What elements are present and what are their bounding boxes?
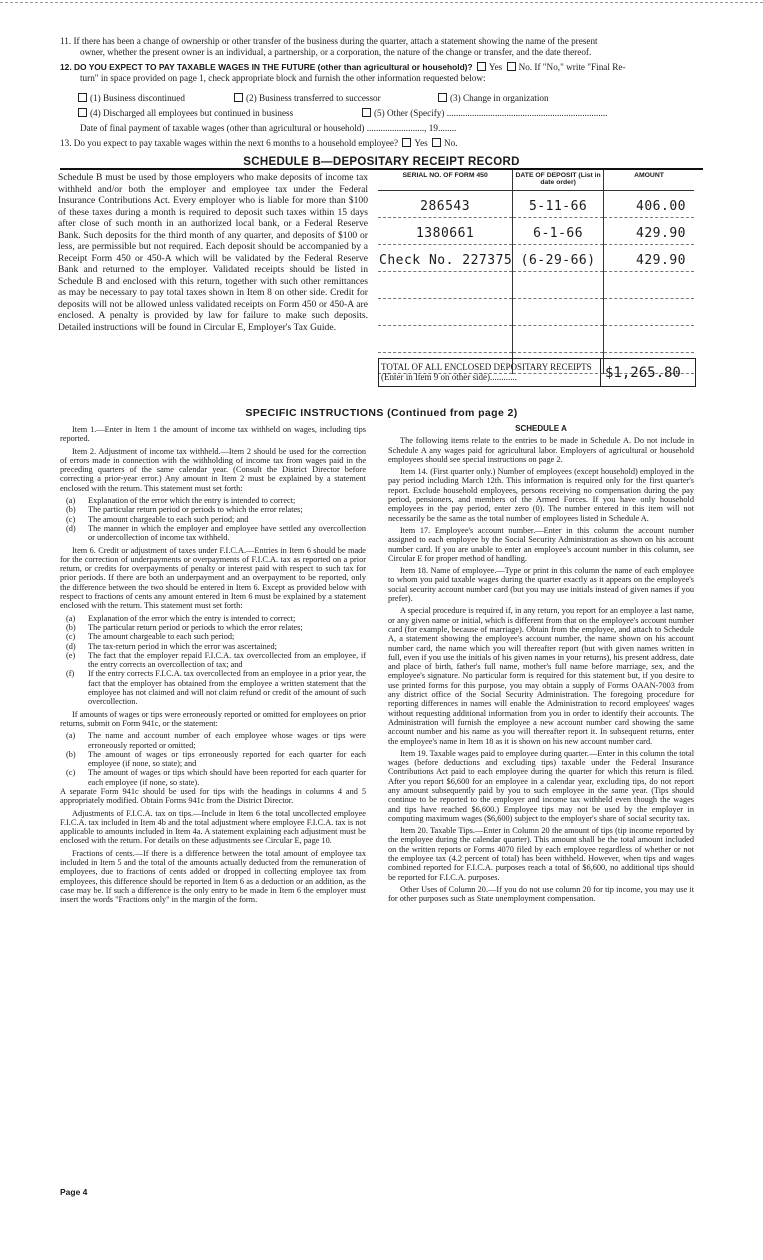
list-text: The amount of wages or tips erroneously reported for each quarter for each employee (if none, so state); and	[88, 749, 366, 769]
list-item	[60, 623, 366, 632]
item18-paragraph: Item 18. Name of employee.—Type or print in this column the name of each employee to whom you paid taxable wages during the quarter exactly as it appears on the employee's social security account number card (but you may use initials instead of given names if you prefer).	[388, 566, 694, 604]
opt3-checkbox[interactable]	[438, 93, 447, 102]
q12-opt3	[436, 93, 549, 104]
list-text: The amount chargeable to each such period;	[88, 632, 235, 642]
list-text: The fact that the employer repaid F.I.C.A. tax overcollected from an employee, if the entry corrects an overcollection of tax; and	[88, 650, 366, 670]
schedule-a-heading: SCHEDULE A	[515, 424, 567, 433]
list-key: (c)	[66, 632, 76, 642]
q13-no-checkbox[interactable]	[432, 138, 441, 147]
col-date: DATE OF DEPOSIT (List in date order)	[513, 170, 604, 191]
list-text: The name and account number of each employee whose wages or tips were erroneously reported or omitted;	[88, 731, 366, 750]
list-item	[60, 524, 366, 543]
amount-value: 429.90	[636, 226, 686, 241]
opt2-checkbox[interactable]	[234, 93, 243, 102]
list-key: (a)	[66, 496, 76, 506]
list-item	[60, 768, 366, 787]
serial-value: 1380661	[415, 226, 475, 241]
list-item	[60, 515, 366, 524]
list-text: Explanation of the error which the entry is intended to correct;	[88, 496, 296, 506]
schedule-a-intro: The following items relate to the entries to be made in Schedule A. Do not include in Schedule A any wages paid for agricultural labor. Employers of agricultural or household employees should see special instructions on page 2.	[388, 436, 694, 464]
date-cell[interactable]	[513, 218, 604, 245]
total-divider	[600, 359, 601, 386]
q12-line1	[60, 62, 626, 73]
date-value: (6-29-66)	[520, 253, 596, 268]
q11-line2: owner, whether the present owner is an individual, a partnership, or a corporation, the nature of the change or transfer, and the date thereof.	[80, 47, 592, 57]
total-deposits-box	[378, 358, 696, 387]
opt2-label: (2) Business transferred to successor	[246, 93, 381, 103]
list-item	[60, 505, 366, 514]
list-key: (c)	[66, 768, 76, 778]
q12-tail: If "No," write "Final Re-	[534, 62, 626, 72]
left-instructions-column	[60, 425, 366, 908]
opt1-label: (1) Business discontinued	[90, 93, 185, 103]
serial-cell[interactable]	[378, 191, 513, 218]
top-divider	[0, 2, 763, 3]
list-key: (c)	[66, 514, 76, 524]
date-value: 5-11-66	[528, 199, 588, 214]
q13-no-label: No.	[444, 138, 458, 148]
deposit-row	[378, 326, 694, 353]
deposit-row	[378, 245, 694, 272]
serial-cell[interactable]	[378, 272, 513, 299]
list-key: (d)	[66, 641, 76, 651]
item20-paragraph: Item 20. Taxable Tips.—Enter in Column 20 the amount of tips (tip income reported by the employee during the calendar quarter). This amount shall be the total amount included on the written reports or Forms 4070 filed by each employee regardless of whether or not the employee tax (4.2 percent of total) has been withheld. However, when tips and wages combined reported for F.I.C.A. purposes reach a total of $6,600, no additional tips should be reported for F.I.C.A. purposes.	[388, 826, 694, 882]
item1-paragraph: Item 1.—Enter in Item 1 the amount of income tax withheld on wages, including tips reported.	[60, 425, 366, 444]
amount-cell[interactable]	[604, 299, 695, 326]
item14-paragraph: Item 14. (First quarter only.) Number of employees (except household) employed in the pay period including March 12th. This information is required only for the first quarter's report. Exclude household employees, persons receiving no compensation during the pay period, pensioners, and members of the Armed Forces. If you have only household employees in the pay period, enter zero (0). The number entered in this item will not necessarily be the same as the total number of employees listed in Schedule A.	[388, 467, 694, 523]
list-text: If the entry corrects F.I.C.A. tax overcollected from an employee in a prior year, the fact that the employer has obtained from the employee a written statement that the employee has not claimed and will not claim refund or credit of the amount of such overcollection.	[88, 669, 366, 707]
list-key: (d)	[66, 523, 76, 533]
list-item	[60, 731, 366, 750]
wages-omitted-paragraph: If amounts of wages or tips were erroneously reported or omitted for employees on prior returns, submit on Form 941c, or the statement:	[60, 709, 366, 728]
serial-cell[interactable]	[378, 245, 513, 272]
q11-line1: 11. If there has been a change of ownership or other transfer of the business during the quarter, attach a statement showing the name of the present	[60, 36, 598, 46]
list-text: The amount of wages or tips which should have been reported for each quarter for each employee (if none, so state).	[88, 768, 366, 787]
list-key: (f)	[66, 669, 75, 679]
q12-opt2	[232, 93, 381, 104]
q13-yes-label: Yes	[414, 138, 428, 148]
list-text: The particular return period or periods to which the error relates;	[88, 622, 303, 632]
amount-value: 406.00	[636, 199, 686, 214]
opt4-label: (4) Discharged all employees but continued in business	[90, 108, 294, 118]
q12-question: 12. DO YOU EXPECT TO PAY TAXABLE WAGES IN THE FUTURE (other than agricultural or household)?	[60, 62, 473, 72]
list-key: (b)	[66, 749, 76, 759]
q12-no-checkbox[interactable]	[507, 62, 516, 71]
opt4-checkbox[interactable]	[78, 108, 87, 117]
opt5-checkbox[interactable]	[362, 108, 371, 117]
name-change-paragraph: A special procedure is required if, in any return, you report for an employee a last name, or any given name or initial, which is different from that on the employee's account number card (for example, because of marriage). Obtain from the employee, and attach to Schedule A, a statement showing the employee's account number, the name shown on his account number card, the name which you will thereafter report (but with given names written in full, even if you use the initials of his given names in your returns), his present address, date and place of birth, father's full name, mother's full name before marriage, sex, and the employee's signature. No particular form is required for this statement but, if you desire to use printed forms for this purpose, you may obtain a supply of Forms OAAN-7003 from any district office of the Social Security Administration. The foregoing procedure for reporting differences in names will enable the Administration to record employees' wages without requesting additional information from you in order to identify their accounts. The Administration will furnish the employee a new account number card showing the same account number and his name as you will thereafter report it. In subsequent returns, enter the employee's name in Item 18 as it is shown on his new account number card.	[388, 606, 694, 746]
deposit-table	[378, 170, 694, 374]
serial-value: 286543	[420, 199, 471, 214]
list-key: (e)	[66, 650, 76, 660]
q13-yes-checkbox[interactable]	[402, 138, 411, 147]
list-item	[60, 614, 366, 623]
item6-paragraph: Item 6. Credit or adjustment of taxes under F.I.C.A.—Entries in Item 6 should be made for the correction of underpayments or overpayments of F.I.C.A. tax as reported on a prior return, or credits for overpayments of penalty or interest paid with respect to such tax for prior periods. If there are both an underpayment and an overpayment to be reported, only the difference between the two should be entered in Item 6. Except as provided below with respect to fractions of cents any amount entered in Item 6 must be explained by a statement enclosed with the return. This statement must set forth:	[60, 545, 366, 611]
list-item	[60, 632, 366, 641]
total-deposits-value[interactable]: $1,265.80	[605, 365, 681, 381]
schedule-b-title: SCHEDULE B—DEPOSITARY RECEIPT RECORD	[243, 156, 520, 168]
column20-paragraph: Other Uses of Column 20.—If you do not use column 20 for tip income, you may use it for other purposes such as State unemployment compensation.	[388, 884, 694, 904]
opt3-label: (3) Change in organization	[450, 93, 549, 103]
q12-opt1	[76, 93, 185, 104]
q13-question: 13. Do you expect to pay taxable wages within the next 6 months to a household employee?	[60, 138, 399, 148]
serial-cell[interactable]	[378, 299, 513, 326]
date-cell[interactable]	[513, 245, 604, 272]
date-cell[interactable]	[513, 299, 604, 326]
q13-line	[60, 138, 458, 149]
list-text: The tax-return period in which the error was ascertained;	[88, 641, 277, 651]
col-serial: SERIAL NO. OF FORM 450	[378, 170, 513, 191]
total-deposits-label: TOTAL OF ALL ENCLOSED DEPOSITARY RECEIPTS (Enter in Item 9 on other side)............	[381, 362, 592, 382]
date-value: 6-1-66	[533, 226, 584, 241]
col-amount: AMOUNT	[604, 170, 695, 191]
serial-cell[interactable]	[378, 326, 513, 353]
fractions-paragraph: Fractions of cents.—If there is a difference between the total amount of employee tax included in Item 5 and the total of the amounts actually deducted from the remuneration of employees, due to fractions of cents added or dropped in collecting employee tax from employees, this difference should be reported in Item 6 as a deduction or an addition, as the case may be. If such a difference is the only entry to be made in Item 6 the employer must insert the words "Fractions only" in the margin of the form.	[60, 848, 366, 905]
list-item	[60, 669, 366, 706]
list-text: The particular return period or periods to which the error relates;	[88, 505, 303, 515]
q12-opt4	[76, 108, 293, 119]
page-number: Page 4	[60, 1187, 88, 1197]
q12-yes-label: Yes	[488, 62, 503, 72]
right-instructions-column	[388, 424, 694, 907]
q12-yes-checkbox[interactable]	[477, 62, 486, 71]
deposit-row	[378, 218, 694, 245]
q12-no-label: No.	[518, 62, 533, 72]
list-text: Explanation of the error which the entry is intended to correct;	[88, 613, 296, 623]
q12-line2: turn" in space provided on page 1, check appropriate block and furnish the other information requested below:	[80, 73, 486, 83]
item19-paragraph: Item 19. Taxable wages paid to employee during quarter.—Enter in this column the total wages (before deductions and excluding tips) taxable under the Federal Insurance Contributions Act paid to each employee during the quarter for which this return is filed. After you report $6,600 for an employee in a calendar year, excluding tips, do not report any amount subsequently paid by you to such employee in the same year. (Tips should continue to be reported to the employer and income tax withheld even though the wages and tips have reached $6,600.) Employee tips may not be used by the employer in computing maximum wages ($6,600) subject to the employer's share of social security tax.	[388, 748, 694, 823]
list-key: (a)	[66, 613, 76, 623]
deposit-row	[378, 191, 694, 218]
amount-cell[interactable]	[604, 272, 695, 299]
amount-cell[interactable]	[604, 326, 695, 353]
serial-value: Check No. 227375	[379, 253, 513, 268]
list-text: The amount chargeable to each such period; and	[88, 514, 249, 524]
list-item	[60, 496, 366, 505]
list-item	[60, 651, 366, 670]
list-text: The manner in which the employer and employee have settled any overcollection or undercollection of income tax withheld.	[88, 523, 366, 543]
amount-cell[interactable]	[604, 191, 695, 218]
q12-opt5	[360, 108, 608, 119]
amount-cell[interactable]	[604, 218, 695, 245]
list-item	[60, 642, 366, 651]
form-941c-paragraph: A separate Form 941c should be used for tips with the headings in columns 4 and 5 appropriately modified. Obtain Forms 941c from the District Director.	[60, 786, 366, 806]
tips-adjustment-paragraph: Adjustments of F.I.C.A. tax on tips.—Include in Item 6 the total uncollected employee F.I.C.A. tax included in Item 4b and the total adjustment where employee F.I.C.A. tax is not applicable to amounts included in Item 4a. A statement explaining each adjustment must be enclosed with the return. For details on these adjustments see Circular E, page 10.	[60, 808, 366, 846]
amount-value: 429.90	[636, 253, 686, 268]
deposit-row	[378, 299, 694, 326]
opt1-checkbox[interactable]	[78, 93, 87, 102]
list-item	[60, 750, 366, 769]
specific-instructions-title: SPECIFIC INSTRUCTIONS (Continued from page 2)	[245, 407, 518, 419]
q12-date-line: Date of final payment of taxable wages (other than agricultural or household) ........................., 19........	[80, 123, 457, 133]
date-cell[interactable]	[513, 191, 604, 218]
opt5-label: (5) Other (Specify) ......................................................................	[374, 108, 608, 118]
date-cell[interactable]	[513, 326, 604, 353]
list-key: (a)	[66, 731, 76, 741]
serial-cell[interactable]	[378, 218, 513, 245]
list-key: (b)	[66, 622, 76, 632]
item17-paragraph: Item 17. Employee's account number.—Enter in this column the account number assigned to each employee by the Social Security Administration as shown on his account number card. If you are unable to enter an employee's account number in this column, see Circular E for proper method of handling.	[388, 525, 694, 563]
item2-paragraph: Item 2. Adjustment of income tax withheld.—Item 2 should be used for the correction of errors made in connection with the withholding of income tax from wages paid in the preceding quarters of the same calendar year. (Consult the District Director before correcting a prior-year error.) Any amount in Item 2 must be explained by a statement enclosed with the return. This statement must set forth:	[60, 446, 366, 493]
schedule-b-text: Schedule B must be used by those employers who make deposits of income tax withheld and/or both the employer and employee tax under the Federal Insurance Contributions Act. Every employer who is liable for more than $100 of these taxes during a month is required to deposit such taxes within 15 days after close of such month in an authorized local bank, or a Federal Reserve Bank. Such deposits for the third month of any quarter, and deposits of $100 or less, are permissible but not required. Each deposit should be accompanied by a Receipt Form 450 or 450-A which will be validated by the Federal Reserve Bank and returned to the employer. Validated receipts should be listed in Schedule B and enclosed with this return, together with such other remittances as may be necessary to pay total taxes shown in Item 8 on other side. Credit for deposits will not be allowed unless validated receipts on Form 450 or 450-A are enclosed. A penalty is provided by law for failure to make such deposits. Detailed instructions will be found in Circular E, Employer's Tax Guide.	[58, 172, 368, 333]
amount-cell[interactable]	[604, 245, 695, 272]
deposit-row	[378, 272, 694, 299]
list-key: (b)	[66, 505, 76, 515]
date-cell[interactable]	[513, 272, 604, 299]
